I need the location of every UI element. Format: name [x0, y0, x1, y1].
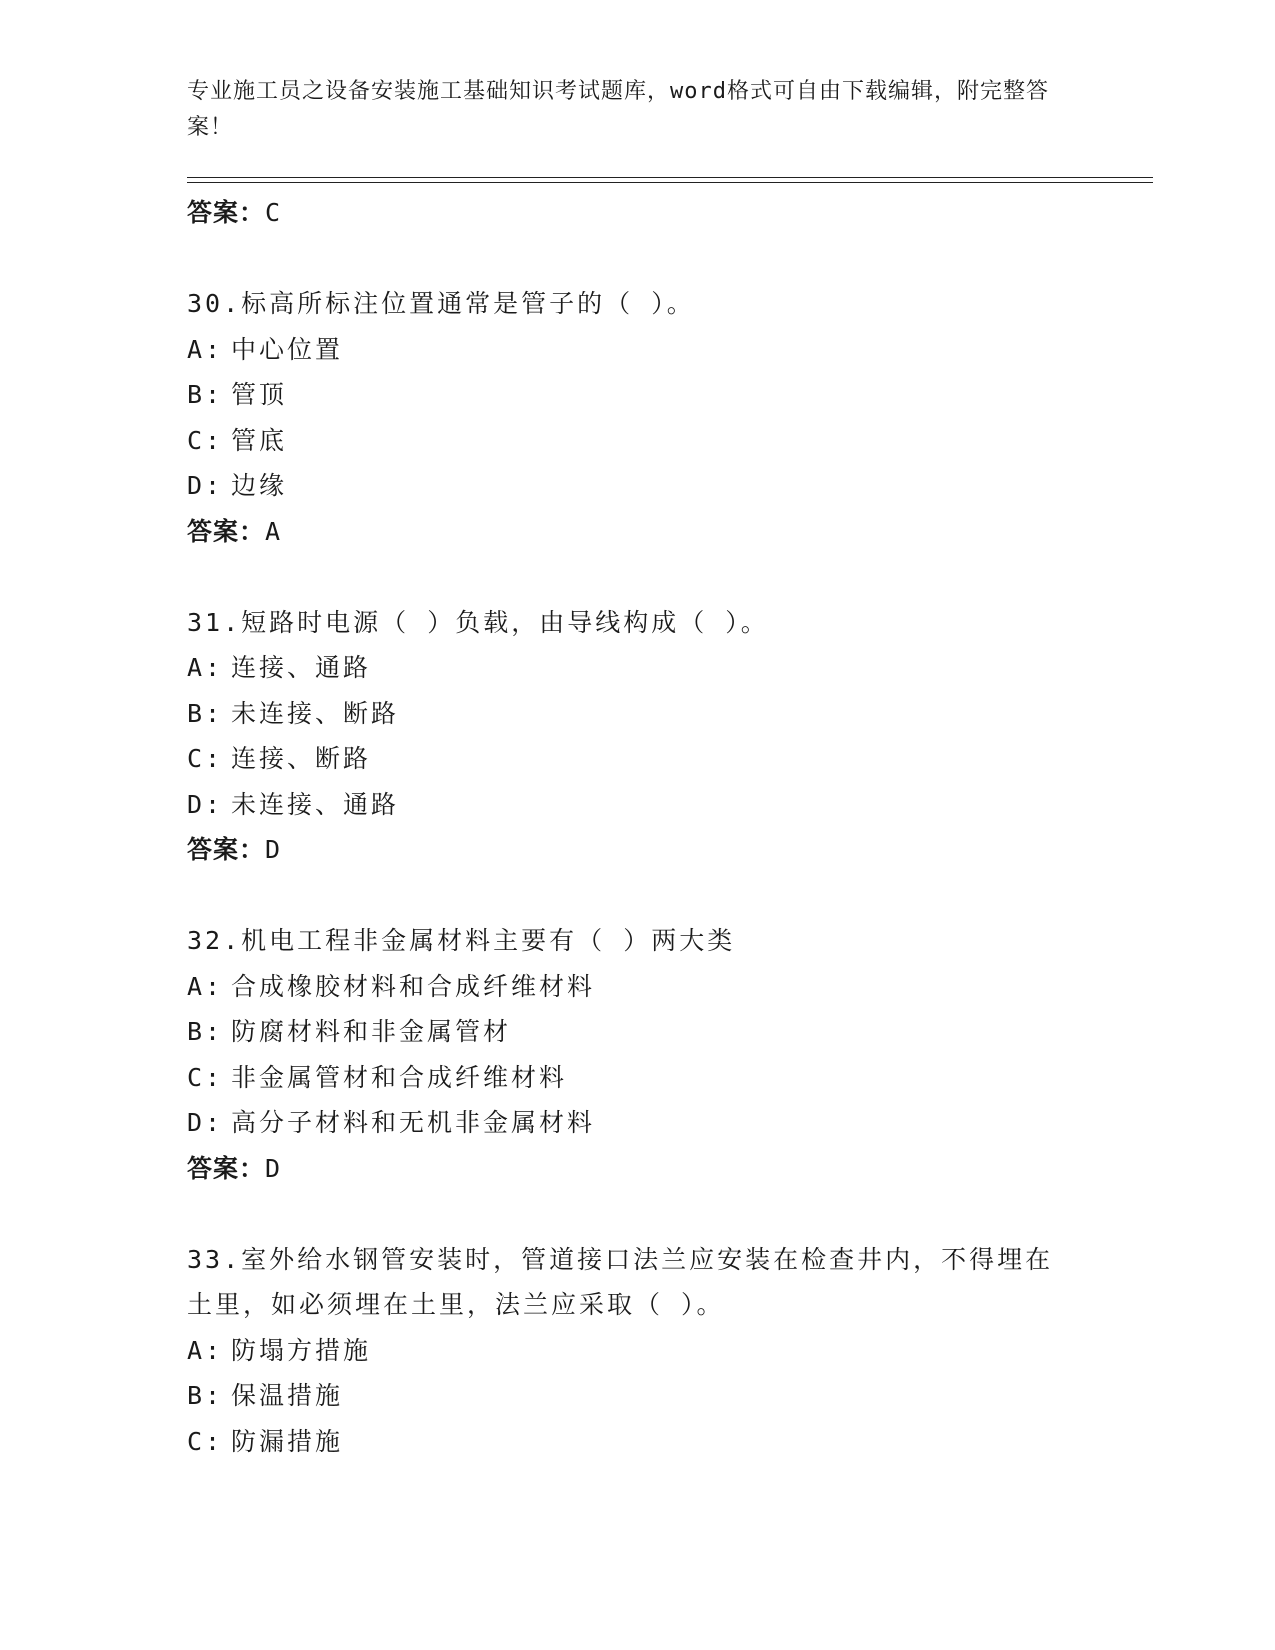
question-number: 33. [187, 1244, 242, 1274]
option-label: C: [187, 425, 224, 455]
question-text [187, 1237, 1067, 1328]
option-label: B: [187, 1381, 224, 1410]
spacer [187, 236, 1087, 282]
option-line [187, 645, 1087, 691]
question-block [187, 918, 1087, 1191]
question-stem: 机电工程非金属材料主要有（ ）两大类 [241, 926, 736, 955]
question-text [187, 281, 1067, 327]
option-text: 管顶 [231, 380, 288, 409]
option-label: D: [187, 471, 224, 500]
option-text: 边缘 [231, 471, 288, 500]
header-title: 专业施工员之设备安装施工基础知识考试题库，word格式可自由下载编辑，附完整答案！ [187, 79, 1049, 140]
option-text: 中心位置 [231, 334, 344, 364]
option-text: 防漏措施 [231, 1426, 344, 1456]
answer-line [187, 190, 1087, 236]
spacer [187, 873, 1087, 919]
option-line [187, 1009, 1087, 1055]
option-label: A: [187, 1335, 224, 1365]
answer-prefix: 答案： [187, 1153, 266, 1183]
option-line [187, 418, 1087, 464]
answer-prefix: 答案： [187, 835, 266, 864]
option-text: 连接、断路 [231, 744, 372, 773]
option-text: 连接、通路 [231, 653, 372, 682]
answer-value: D [265, 1153, 282, 1183]
answer-value: D [265, 835, 282, 864]
answer-value: A [265, 516, 282, 546]
option-line [187, 691, 1087, 737]
option-label: A: [187, 653, 224, 682]
option-line [187, 1328, 1087, 1374]
header-divider-bottom [187, 182, 1153, 183]
question-number: 32. [187, 926, 242, 955]
answer-value: C [265, 198, 282, 227]
answer-line [187, 827, 1087, 873]
option-line [187, 736, 1087, 782]
spacer [187, 554, 1087, 600]
option-label: B: [187, 698, 224, 728]
question-number: 31. [187, 607, 242, 637]
option-text: 高分子材料和无机非金属材料 [231, 1108, 596, 1137]
option-label: A: [187, 971, 224, 1001]
answer-line [187, 509, 1087, 555]
option-text: 非金属管材和合成纤维材料 [231, 1062, 568, 1092]
option-label: D: [187, 789, 224, 819]
option-text: 保温措施 [231, 1381, 344, 1410]
document-header [187, 74, 1067, 146]
option-label: B: [187, 1017, 224, 1046]
option-text: 防塌方措施 [231, 1335, 372, 1365]
document-body [187, 190, 1087, 1464]
option-line [187, 1373, 1087, 1419]
question-stem: 室外给水钢管安装时，管道接口法兰应安装在检查井内，不得埋在土里，如必须埋在土里，法兰应采取（ ）。 [187, 1244, 1054, 1319]
option-line [187, 372, 1087, 418]
option-text: 合成橡胶材料和合成纤维材料 [231, 971, 596, 1001]
option-label: D: [187, 1108, 224, 1137]
option-label: B: [187, 380, 224, 409]
question-block [187, 281, 1087, 554]
question-block [187, 1237, 1087, 1465]
option-line [187, 327, 1087, 373]
header-divider-top [187, 177, 1153, 178]
option-line [187, 964, 1087, 1010]
option-label: C: [187, 744, 224, 773]
option-line [187, 1055, 1087, 1101]
spacer [187, 1191, 1087, 1237]
option-text: 未连接、通路 [231, 789, 400, 819]
option-label: C: [187, 1062, 224, 1092]
question-text [187, 600, 1067, 646]
question-number: 30. [187, 289, 242, 318]
option-label: C: [187, 1426, 224, 1456]
question-block [187, 600, 1087, 873]
answer-prefix: 答案： [187, 198, 266, 227]
option-line [187, 1100, 1087, 1146]
option-text: 未连接、断路 [231, 698, 400, 728]
question-stem: 短路时电源（ ）负载，由导线构成（ ）。 [241, 607, 769, 637]
option-text: 防腐材料和非金属管材 [231, 1017, 512, 1046]
question-stem: 标高所标注位置通常是管子的（ ）。 [241, 289, 695, 318]
option-line [187, 1419, 1087, 1465]
option-label: A: [187, 334, 224, 364]
answer-line [187, 1146, 1087, 1192]
option-line [187, 463, 1087, 509]
option-text: 管底 [231, 425, 288, 455]
question-text [187, 918, 1067, 964]
option-line [187, 782, 1087, 828]
answer-prefix: 答案： [187, 516, 266, 546]
